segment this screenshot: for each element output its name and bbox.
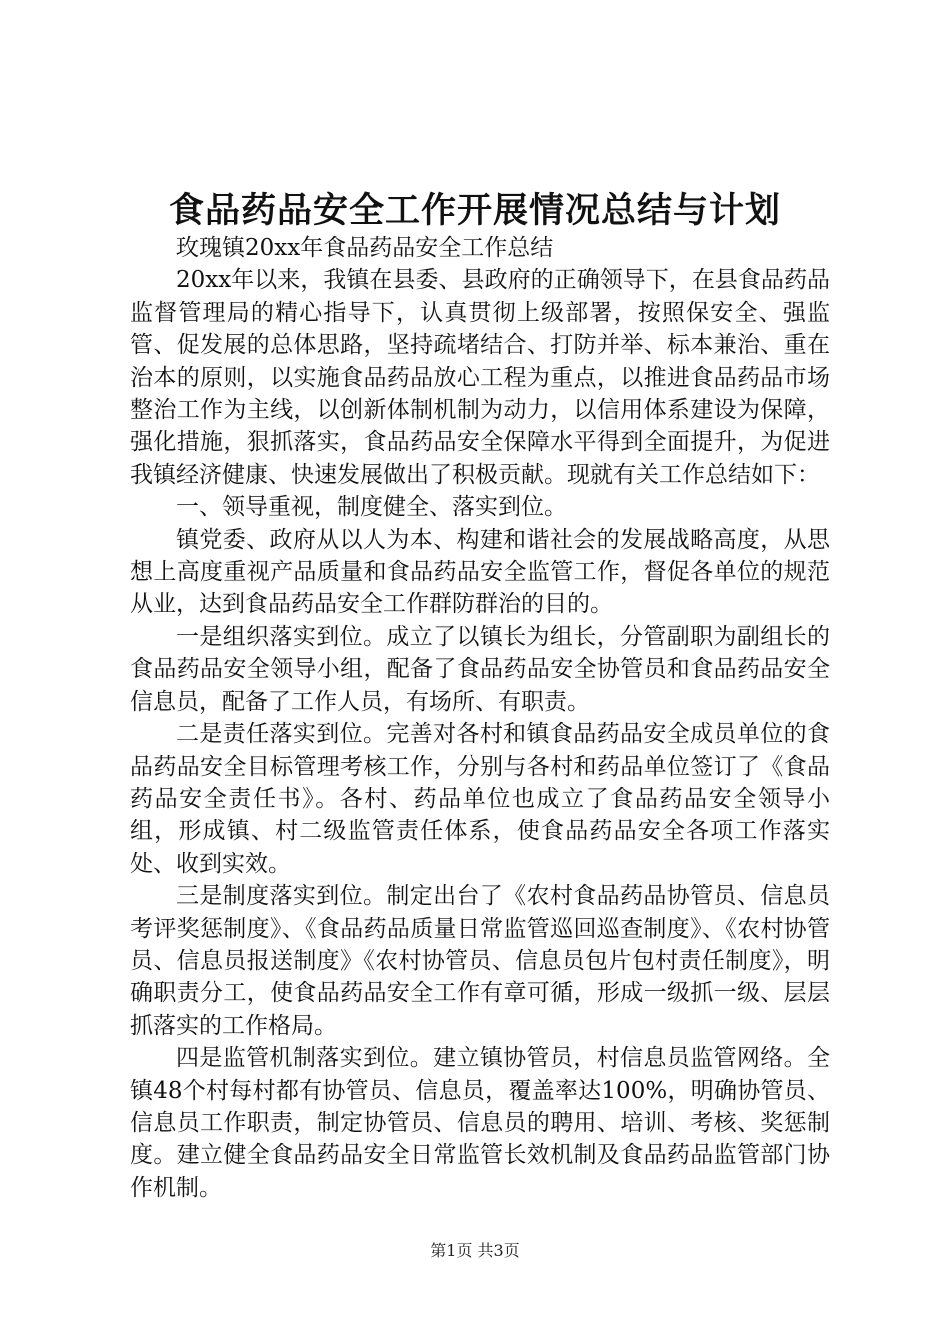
body-paragraph: 二是责任落实到位。完善对各村和镇食品药品安全成员单位的食品药品安全目标管理考核工作，分别与各村和药品单位签订了《食品药品安全责任书》。各村、药品单位也成立了食品药品安全领导小组，形成镇、村二级监管责任体系，使食品药品安全各项工作落实处、收到实效。 [130,721,830,877]
document-title: 食品药品安全工作开展情况总结与计划 [168,190,781,231]
document-body [130,232,830,1204]
page-number-footer: 第1页 共3页 [430,1241,520,1260]
section-heading: 一、领导重视，制度健全、落实到位。 [176,494,567,521]
section-heading: 玫瑰镇20xx年食品药品安全工作总结 [176,235,554,261]
body-paragraph: 三是制度落实到位。制定出台了《农村食品药品协管员、信息员考评奖惩制度》、《食品药品质量日常监管巡回巡查制度》、《农村协管员、信息员报送制度》《农村协管员、信息员包片包村责任制度》，明确职责分工，使食品药品安全工作有章可循，形成一级抓一级、层层抓落实的工作格局。 [130,883,830,1039]
body-paragraph: 一是组织落实到位。成立了以镇长为组长，分管副职为副组长的食品药品安全领导小组，配备了食品药品安全协管员和食品药品安全信息员，配备了工作人员，有场所、有职责。 [130,623,830,715]
body-paragraph: 20xx年以来，我镇在县委、县政府的正确领导下，在县食品药品监督管理局的精心指导下，认真贯彻上级部署，按照保安全、强监管、促发展的总体思路，坚持疏堵结合、打防并举、标本兼治、重在治本的原则，以实施食品药品放心工程为重点，以推进食品药品市场整治工作为主线，以创新体制机制为动力，以信用体系建设为保障，强化措施，狠抓落实，食品药品安全保障水平得到全面提升，为促进我镇经济健康、快速发展做出了积极贡献。现就有关工作总结如下： [130,267,830,488]
body-paragraph: 四是监管机制落实到位。建立镇协管员，村信息员监管网络。全镇48个村每村都有协管员、信息员，覆盖率达100%，明确协管员、信息员工作职责，制定协管员、信息员的聘用、培训、考核、奖惩制度。建立健全食品药品安全日常监管长效机制及食品药品监管部门协作机制。 [130,1045,830,1201]
body-paragraph: 镇党委、政府从以人为本、构建和谐社会的发展战略高度，从思想上高度重视产品质量和食品药品安全监管工作，督促各单位的规范从业，达到食品药品安全工作群防群治的目的。 [130,526,830,618]
